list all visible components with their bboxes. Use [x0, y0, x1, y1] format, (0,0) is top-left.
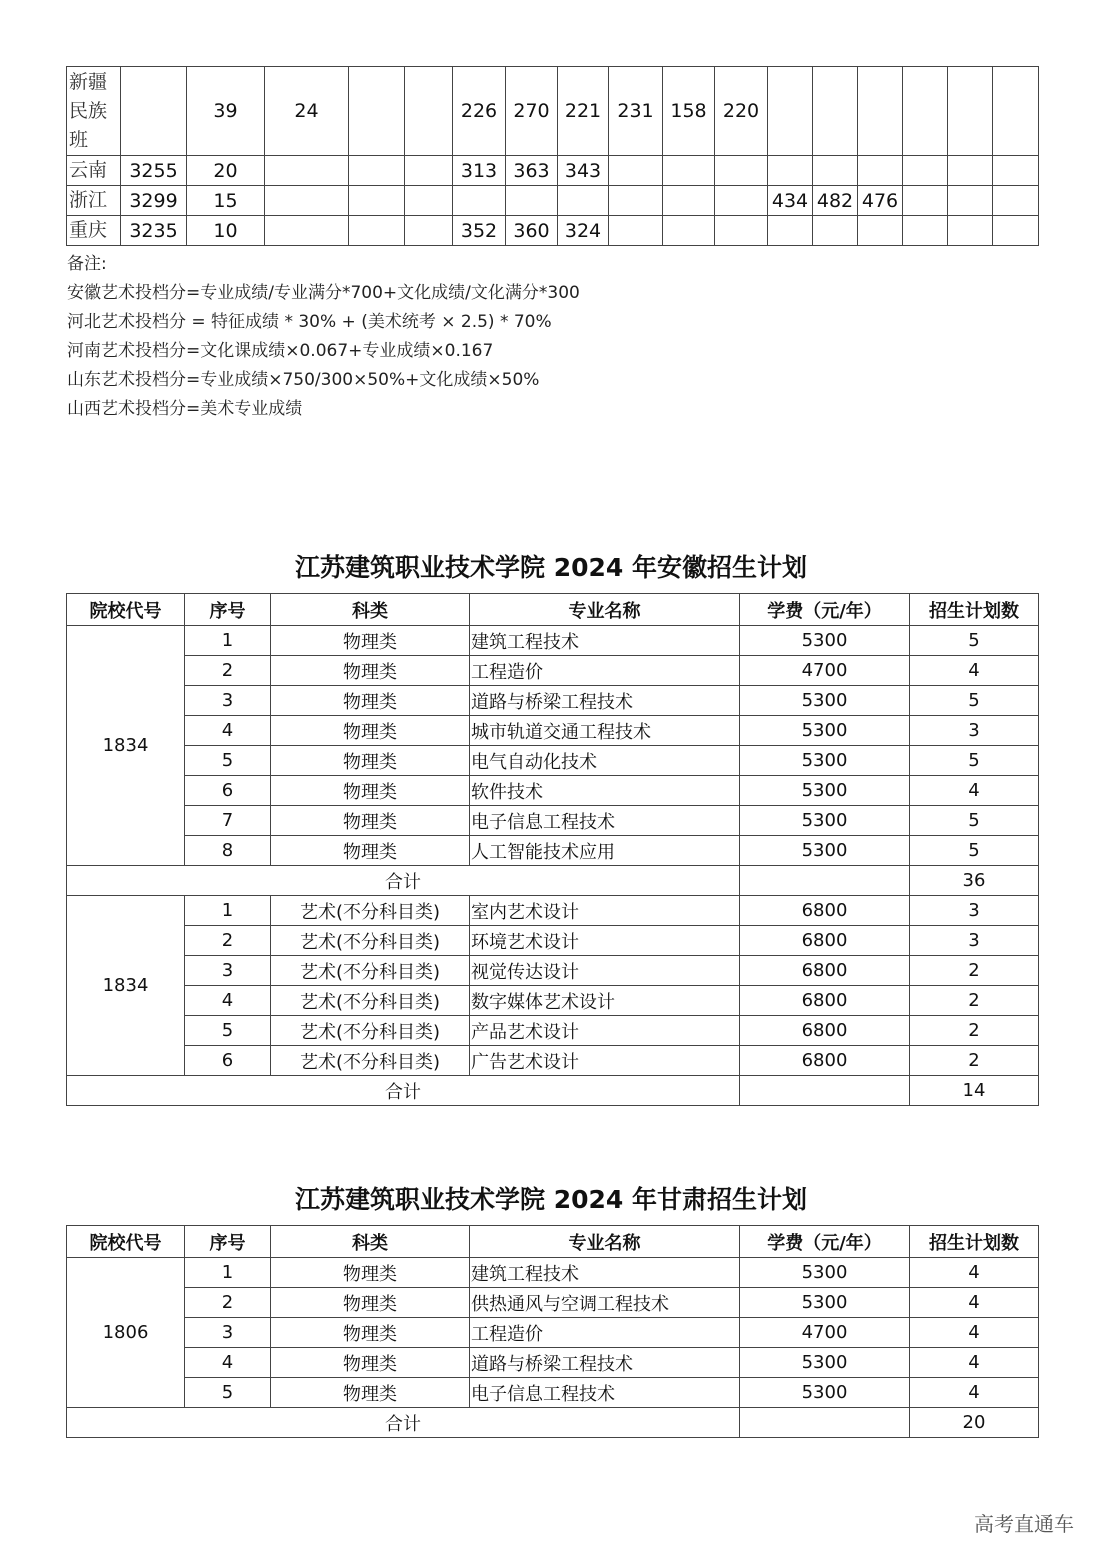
major-cell: 道路与桥梁工程技术: [470, 1348, 740, 1378]
major-cell: 建筑工程技术: [470, 626, 740, 656]
table-cell: 482: [813, 186, 858, 216]
table-cell: [558, 186, 609, 216]
table-row: [67, 806, 1039, 836]
table-row: [67, 986, 1039, 1016]
table-cell: [993, 186, 1039, 216]
table-cell: [609, 156, 663, 186]
category-cell: 物理类: [271, 836, 470, 866]
table-cell: [858, 67, 903, 156]
major-cell: 建筑工程技术: [470, 1258, 740, 1288]
seq-cell: 5: [185, 1378, 271, 1408]
major-cell: 环境艺术设计: [470, 926, 740, 956]
table-row: [67, 1046, 1039, 1076]
table-cell: [813, 216, 858, 246]
table-row: [67, 216, 1039, 246]
count-cell: 3: [910, 716, 1039, 746]
category-cell: 艺术(不分科目类): [271, 986, 470, 1016]
table-row: [67, 626, 1039, 656]
count-cell: 3: [910, 926, 1039, 956]
fee-cell: 5300: [740, 1288, 910, 1318]
table-cell: 352: [453, 216, 506, 246]
table-row: [67, 67, 1039, 156]
table-row: [67, 746, 1039, 776]
table-cell: [405, 156, 453, 186]
school-code-cell: 1806: [67, 1258, 185, 1408]
total-row: [67, 1076, 1039, 1106]
table-cell: [609, 216, 663, 246]
table-cell: [740, 866, 910, 896]
category-cell: 物理类: [271, 1378, 470, 1408]
count-cell: 4: [910, 656, 1039, 686]
seq-cell: 3: [185, 956, 271, 986]
column-header: 序号: [185, 594, 271, 626]
fee-cell: 5300: [740, 806, 910, 836]
total-label: 合计: [67, 866, 740, 896]
table-cell: [405, 216, 453, 246]
category-cell: 艺术(不分科目类): [271, 956, 470, 986]
count-cell: 4: [910, 1288, 1039, 1318]
table-cell: [405, 186, 453, 216]
table-row: [67, 656, 1039, 686]
category-cell: 物理类: [271, 626, 470, 656]
count-cell: 4: [910, 1318, 1039, 1348]
table-cell: [609, 186, 663, 216]
count-cell: 2: [910, 1046, 1039, 1076]
plan-title-gansu: 江苏建筑职业技术学院 2024 年甘肃招生计划: [295, 1185, 807, 1214]
table-cell: [948, 156, 993, 186]
seq-cell: 8: [185, 836, 271, 866]
fee-cell: 6800: [740, 926, 910, 956]
seq-cell: 5: [185, 746, 271, 776]
table-cell: [858, 216, 903, 246]
category-cell: 艺术(不分科目类): [271, 1016, 470, 1046]
table-cell: [349, 67, 405, 156]
table-cell: 231: [609, 67, 663, 156]
table-cell: [948, 216, 993, 246]
column-header: 学费（元/年）: [740, 1226, 910, 1258]
province-cell: 重庆: [67, 216, 121, 246]
major-cell: 室内艺术设计: [470, 896, 740, 926]
plan-table-anhui: [66, 593, 1039, 1106]
count-cell: 5: [910, 686, 1039, 716]
school-code-cell: 1834: [67, 896, 185, 1076]
column-header: 招生计划数: [910, 1226, 1039, 1258]
table-cell: [740, 1408, 910, 1438]
category-cell: 物理类: [271, 806, 470, 836]
table-cell: [813, 156, 858, 186]
table-cell: 360: [506, 216, 558, 246]
seq-cell: 7: [185, 806, 271, 836]
fee-cell: 5300: [740, 746, 910, 776]
table-row: [67, 1258, 1039, 1288]
column-header: 院校代号: [67, 594, 185, 626]
column-header: 院校代号: [67, 1226, 185, 1258]
seq-cell: 2: [185, 1288, 271, 1318]
table-cell: 3255: [121, 156, 187, 186]
watermark: 高考直通车: [974, 1512, 1074, 1536]
table-row: [67, 836, 1039, 866]
major-cell: 城市轨道交通工程技术: [470, 716, 740, 746]
total-label: 合计: [67, 1076, 740, 1106]
major-cell: 工程造价: [470, 1318, 740, 1348]
notes-heading: 备注:: [67, 254, 107, 274]
table-cell: [903, 67, 948, 156]
table-cell: [453, 186, 506, 216]
category-cell: 物理类: [271, 1318, 470, 1348]
province-cell: 新疆 民族 班: [67, 67, 121, 156]
table-row: [67, 1288, 1039, 1318]
note-line: 山西艺术投档分=美术专业成绩: [67, 399, 303, 419]
notes: [67, 250, 580, 424]
major-cell: 数字媒体艺术设计: [470, 986, 740, 1016]
table-row: [67, 896, 1039, 926]
table-row: [67, 1348, 1039, 1378]
table-row: [67, 1318, 1039, 1348]
table-cell: [121, 67, 187, 156]
category-cell: 物理类: [271, 1348, 470, 1378]
seq-cell: 3: [185, 1318, 271, 1348]
table-cell: [768, 67, 813, 156]
table-cell: [993, 67, 1039, 156]
table-cell: 434: [768, 186, 813, 216]
category-cell: 物理类: [271, 776, 470, 806]
table-cell: 221: [558, 67, 609, 156]
table-cell: [715, 186, 768, 216]
note-line: 河南艺术投档分=文化课成绩×0.067+专业成绩×0.167: [67, 341, 494, 361]
fee-cell: 6800: [740, 896, 910, 926]
major-cell: 产品艺术设计: [470, 1016, 740, 1046]
fee-cell: 6800: [740, 1046, 910, 1076]
fee-cell: 5300: [740, 716, 910, 746]
table-cell: [663, 216, 715, 246]
column-header: 序号: [185, 1226, 271, 1258]
table-cell: 343: [558, 156, 609, 186]
fee-cell: 5300: [740, 686, 910, 716]
count-cell: 5: [910, 746, 1039, 776]
table-cell: 10: [187, 216, 265, 246]
table-cell: [740, 1076, 910, 1106]
table-cell: 3235: [121, 216, 187, 246]
fee-cell: 5300: [740, 626, 910, 656]
table-cell: 24: [265, 67, 349, 156]
table-cell: [349, 216, 405, 246]
column-header: 专业名称: [470, 1226, 740, 1258]
category-cell: 物理类: [271, 656, 470, 686]
column-header: 科类: [271, 594, 470, 626]
seq-cell: 6: [185, 1046, 271, 1076]
major-cell: 视觉传达设计: [470, 956, 740, 986]
fee-cell: 6800: [740, 1016, 910, 1046]
fee-cell: 5300: [740, 1258, 910, 1288]
table-cell: [663, 156, 715, 186]
count-cell: 4: [910, 1378, 1039, 1408]
count-cell: 4: [910, 1258, 1039, 1288]
fee-cell: 4700: [740, 1318, 910, 1348]
fee-cell: 6800: [740, 986, 910, 1016]
count-cell: 2: [910, 986, 1039, 1016]
table-cell: [265, 216, 349, 246]
category-cell: 物理类: [271, 746, 470, 776]
table-cell: [349, 156, 405, 186]
total-count: 36: [910, 866, 1039, 896]
table-cell: [715, 156, 768, 186]
table-cell: 476: [858, 186, 903, 216]
category-cell: 物理类: [271, 1288, 470, 1318]
total-count: 14: [910, 1076, 1039, 1106]
major-cell: 人工智能技术应用: [470, 836, 740, 866]
table-cell: 15: [187, 186, 265, 216]
header-row: [67, 594, 1039, 626]
province-cell: 浙江: [67, 186, 121, 216]
table-row: [67, 776, 1039, 806]
note-line: 山东艺术投档分=专业成绩×750/300×50%+文化成绩×50%: [67, 370, 540, 390]
table-cell: 270: [506, 67, 558, 156]
seq-cell: 5: [185, 1016, 271, 1046]
column-header: 招生计划数: [910, 594, 1039, 626]
count-cell: 5: [910, 836, 1039, 866]
table-row: [67, 686, 1039, 716]
table-cell: [768, 216, 813, 246]
score-table: [66, 66, 1039, 246]
table-row: [67, 716, 1039, 746]
major-cell: 供热通风与空调工程技术: [470, 1288, 740, 1318]
table-row: [67, 186, 1039, 216]
count-cell: 4: [910, 776, 1039, 806]
table-cell: [265, 156, 349, 186]
table-row: [67, 156, 1039, 186]
table-cell: [813, 67, 858, 156]
table-row: [67, 926, 1039, 956]
major-cell: 电气自动化技术: [470, 746, 740, 776]
table-cell: 313: [453, 156, 506, 186]
total-row: [67, 866, 1039, 896]
total-row: [67, 1408, 1039, 1438]
table-cell: 226: [453, 67, 506, 156]
table-cell: 39: [187, 67, 265, 156]
count-cell: 5: [910, 626, 1039, 656]
fee-cell: 5300: [740, 836, 910, 866]
seq-cell: 1: [185, 896, 271, 926]
table-row: [67, 956, 1039, 986]
seq-cell: 2: [185, 926, 271, 956]
count-cell: 3: [910, 896, 1039, 926]
seq-cell: 4: [185, 1348, 271, 1378]
seq-cell: 6: [185, 776, 271, 806]
seq-cell: 4: [185, 716, 271, 746]
table-cell: [903, 156, 948, 186]
note-line: 安徽艺术投档分=专业成绩/专业满分*700+文化成绩/文化满分*300: [67, 283, 580, 303]
table-cell: 220: [715, 67, 768, 156]
table-cell: 158: [663, 67, 715, 156]
table-cell: 20: [187, 156, 265, 186]
fee-cell: 5300: [740, 1348, 910, 1378]
fee-cell: 5300: [740, 1378, 910, 1408]
table-cell: 363: [506, 156, 558, 186]
seq-cell: 1: [185, 1258, 271, 1288]
total-label: 合计: [67, 1408, 740, 1438]
major-cell: 工程造价: [470, 656, 740, 686]
major-cell: 电子信息工程技术: [470, 806, 740, 836]
table-cell: [768, 156, 813, 186]
major-cell: 软件技术: [470, 776, 740, 806]
category-cell: 艺术(不分科目类): [271, 1046, 470, 1076]
seq-cell: 4: [185, 986, 271, 1016]
category-cell: 艺术(不分科目类): [271, 896, 470, 926]
table-cell: [903, 216, 948, 246]
fee-cell: 5300: [740, 776, 910, 806]
major-cell: 电子信息工程技术: [470, 1378, 740, 1408]
table-cell: [715, 216, 768, 246]
table-cell: [993, 216, 1039, 246]
fee-cell: 4700: [740, 656, 910, 686]
table-cell: [349, 186, 405, 216]
seq-cell: 2: [185, 656, 271, 686]
note-line: 河北艺术投档分 = 特征成绩 * 30% + (美术统考 × 2.5) * 70%: [67, 312, 552, 332]
header-row: [67, 1226, 1039, 1258]
major-cell: 广告艺术设计: [470, 1046, 740, 1076]
column-header: 科类: [271, 1226, 470, 1258]
category-cell: 物理类: [271, 716, 470, 746]
count-cell: 5: [910, 806, 1039, 836]
count-cell: 2: [910, 956, 1039, 986]
table-cell: [948, 67, 993, 156]
table-cell: [405, 67, 453, 156]
table-cell: [948, 186, 993, 216]
category-cell: 物理类: [271, 686, 470, 716]
plan-title-anhui: 江苏建筑职业技术学院 2024 年安徽招生计划: [295, 553, 807, 582]
table-cell: [506, 186, 558, 216]
fee-cell: 6800: [740, 956, 910, 986]
count-cell: 2: [910, 1016, 1039, 1046]
column-header: 学费（元/年）: [740, 594, 910, 626]
seq-cell: 3: [185, 686, 271, 716]
count-cell: 4: [910, 1348, 1039, 1378]
total-count: 20: [910, 1408, 1039, 1438]
table-cell: [858, 156, 903, 186]
category-cell: 艺术(不分科目类): [271, 926, 470, 956]
table-row: [67, 1016, 1039, 1046]
school-code-cell: 1834: [67, 626, 185, 866]
plan-table-gansu: [66, 1225, 1039, 1438]
table-cell: 3299: [121, 186, 187, 216]
seq-cell: 1: [185, 626, 271, 656]
province-cell: 云南: [67, 156, 121, 186]
table-cell: [663, 186, 715, 216]
major-cell: 道路与桥梁工程技术: [470, 686, 740, 716]
table-cell: 324: [558, 216, 609, 246]
table-row: [67, 1378, 1039, 1408]
column-header: 专业名称: [470, 594, 740, 626]
category-cell: 物理类: [271, 1258, 470, 1288]
table-cell: [903, 186, 948, 216]
table-cell: [265, 186, 349, 216]
table-cell: [993, 156, 1039, 186]
